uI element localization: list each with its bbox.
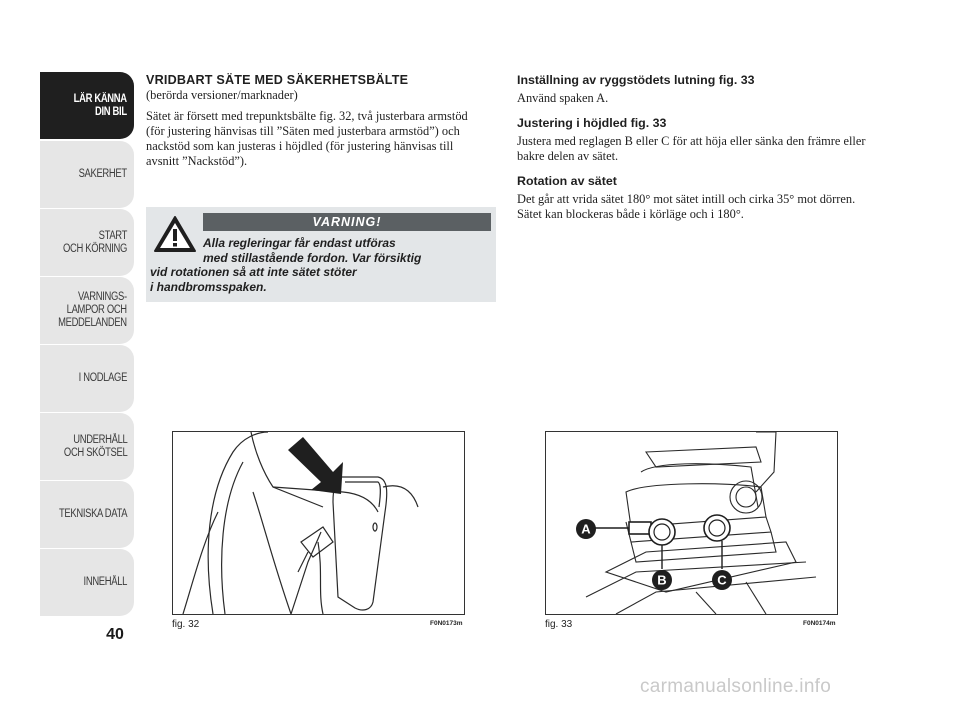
sidebar-tab-label: I NÖDLÄGE <box>78 372 127 384</box>
sidebar-tab-tekniska-data[interactable] <box>40 481 134 548</box>
label-a-icon <box>576 519 596 539</box>
svg-text:C: C <box>717 572 727 588</box>
left-column <box>146 73 476 169</box>
section-body: Sätet är försett med trepunktsbälte fig. 32, två justerbara armstöd (för justering hänvisas till ”Säten med justerbara armstöd”) och nackstöd som kan justeras i höjdled (för justering hänvisas till avsnitt ”Nackstöd”). <box>146 109 468 168</box>
sidebar-tab-start[interactable] <box>40 209 134 276</box>
sidebar-tab-label: VARNINGS- LAMPOR OCH MEDDELANDEN <box>58 291 127 329</box>
sidebar-tab-varningslampor[interactable] <box>40 277 134 344</box>
warning-line: vid rotationen så att inte sätet stöter <box>150 265 357 279</box>
warning-text <box>150 236 490 294</box>
page-number: 40 <box>106 626 124 643</box>
right-column <box>517 73 877 222</box>
label-b-icon <box>652 570 672 590</box>
warning-line: Alla regleringar får endast utföras <box>203 236 396 250</box>
sidebar-tab-label: INNEHÅLL <box>83 576 127 588</box>
svg-text:B: B <box>657 572 667 588</box>
warning-line: med stillastående fordon. Var försiktig <box>203 250 422 265</box>
sidebar-tab-sakerhet[interactable] <box>40 141 134 208</box>
sidebar-tab-label: UNDERHÅLL OCH SKÖTSEL <box>63 433 127 459</box>
section-subheading: (berörda versioner/marknader) <box>146 88 298 102</box>
sidebar-tab-label: START OCH KÖRNING <box>63 229 127 255</box>
figure-32-code: F0N0173m <box>430 620 463 627</box>
figure-33 <box>545 431 838 615</box>
sidebar-tab-label: SÄKERHET <box>78 168 127 180</box>
sidebar-tab-nodlage[interactable] <box>40 345 134 412</box>
warning-line: i handbromsspaken. <box>150 279 267 294</box>
figure-33-caption: fig. 33 <box>545 619 573 630</box>
section-heading: VRIDBART SÄTE MED SÄKERHETSBÄLTE <box>146 73 409 87</box>
watermark: carmanualsonline.info <box>640 676 832 697</box>
figure-32-caption: fig. 32 <box>172 619 200 630</box>
sidebar-tab-underhall[interactable] <box>40 413 134 480</box>
sidebar-tab-lar-kanna[interactable] <box>40 72 134 139</box>
section-body-rotation: Det går att vrida sätet 180° mot sätet intill och cirka 35° mot dörren. Sätet kan blockeras både i körläge och i 180°. <box>517 192 856 221</box>
warning-title: VARNING! <box>203 213 491 231</box>
section-title-height: Justering i höjdled fig. 33 <box>517 116 667 130</box>
figure-33-code: F0N0174m <box>803 620 836 627</box>
section-title-backrest: Inställning av ryggstödets lutning fig. 33 <box>517 73 755 87</box>
section-title-rotation: Rotation av sätet <box>517 174 617 188</box>
section-body-height: Justera med reglagen B eller C för att höja eller sänka den främre eller bakre delen av sätet. <box>517 134 866 163</box>
svg-text:A: A <box>581 521 591 537</box>
sidebar-tab-innehall[interactable] <box>40 549 134 616</box>
label-c-icon <box>712 570 732 590</box>
sidebar-tab-label: TEKNISKA DATA <box>58 508 127 520</box>
figure-32 <box>172 431 465 615</box>
seat-belt-illustration <box>173 432 464 614</box>
section-body-backrest: Använd spaken A. <box>517 91 609 105</box>
sidebar-tab-label: LÄR KÄNNA DIN BIL <box>73 92 127 118</box>
